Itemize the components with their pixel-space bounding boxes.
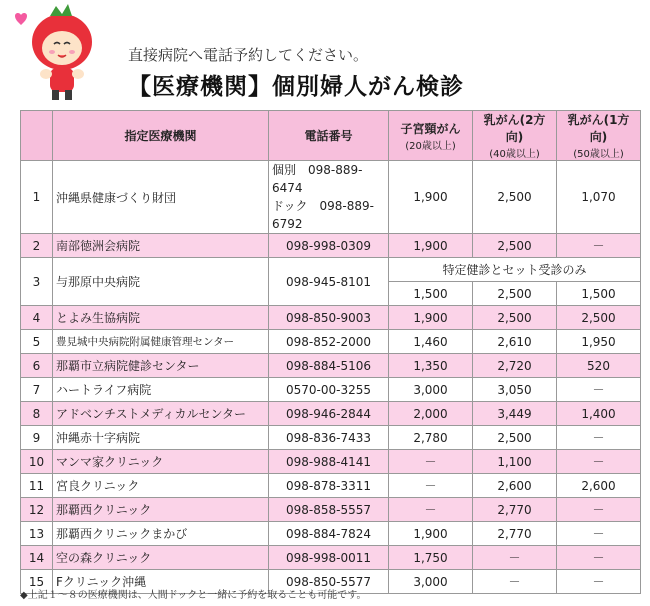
- breast-2dir-price: 2,610: [473, 330, 557, 354]
- cervical-price: 1,460: [389, 330, 473, 354]
- header-breast-1dir: [557, 111, 641, 161]
- phone-number: 098-884-5106: [269, 354, 389, 378]
- header-phone: 電話番号: [269, 111, 389, 161]
- row-number: 7: [21, 378, 53, 402]
- screening-table: [20, 110, 641, 594]
- breast-2dir-price: －: [473, 546, 557, 570]
- institution-name: 那覇西クリニック: [53, 498, 269, 522]
- page-title: 【医療機関】個別婦人がん検診: [128, 74, 464, 100]
- cervical-price: 1,900: [389, 306, 473, 330]
- table-row: [21, 234, 641, 258]
- breast-1dir-price: 1,400: [557, 402, 641, 426]
- header-breast-2dir-label: 乳がん(2方向): [483, 113, 546, 144]
- phone-number: 098-836-7433: [269, 426, 389, 450]
- cervical-price: 1,500: [389, 282, 473, 306]
- cervical-price: 3,000: [389, 570, 473, 594]
- tomato-mascot-illustration: [12, 0, 104, 110]
- heart-icon: [15, 13, 27, 25]
- cervical-price: 1,900: [389, 234, 473, 258]
- breast-1dir-price: 1,500: [557, 282, 641, 306]
- phone-number: 0570-00-3255: [269, 378, 389, 402]
- cervical-price: 1,900: [389, 161, 473, 234]
- institution-name: 那覇西クリニックまかび: [53, 522, 269, 546]
- breast-1dir-price: －: [557, 450, 641, 474]
- institution-name: 空の森クリニック: [53, 546, 269, 570]
- institution-name: ハートライフ病院: [53, 378, 269, 402]
- phone-number: 098-884-7824: [269, 522, 389, 546]
- breast-1dir-price: 520: [557, 354, 641, 378]
- header-cervical-label: 子宮頸がん: [400, 121, 461, 136]
- row-number: 10: [21, 450, 53, 474]
- table-row: [21, 402, 641, 426]
- header-breast-2dir: [473, 111, 557, 161]
- cervical-price: －: [389, 450, 473, 474]
- institution-name: 沖縄県健康づくり財団: [53, 161, 269, 234]
- row-number: 11: [21, 474, 53, 498]
- row-number: 2: [21, 234, 53, 258]
- breast-1dir-price: －: [557, 570, 641, 594]
- row-number: 14: [21, 546, 53, 570]
- table-row: [21, 306, 641, 330]
- header-cervical: [389, 111, 473, 161]
- breast-2dir-price: 2,720: [473, 354, 557, 378]
- table-row: [21, 474, 641, 498]
- header-institution: 指定医療機関: [53, 111, 269, 161]
- phone-number: 098-988-4141: [269, 450, 389, 474]
- phone-number: 098-998-0309: [269, 234, 389, 258]
- breast-2dir-price: 2,500: [473, 161, 557, 234]
- instruction-text: 直接病院へ電話予約してください。: [128, 46, 369, 64]
- header-no: [21, 111, 53, 161]
- institution-name: 与那原中央病院: [53, 258, 269, 306]
- phone-individual: 個別 098-889-6474: [272, 163, 363, 195]
- row-number: 6: [21, 354, 53, 378]
- row-number: 5: [21, 330, 53, 354]
- institution-name: とよみ生協病院: [53, 306, 269, 330]
- phone-number: 098-878-3311: [269, 474, 389, 498]
- phone-number: 098-998-0011: [269, 546, 389, 570]
- header-breast-1dir-label: 乳がん(1方向): [567, 113, 630, 144]
- institution-name: 那覇市立病院健診センター: [53, 354, 269, 378]
- breast-2dir-price: 2,770: [473, 498, 557, 522]
- row-number: 13: [21, 522, 53, 546]
- phone-number: 098-858-5557: [269, 498, 389, 522]
- row-number: 15: [21, 570, 53, 594]
- breast-1dir-price: －: [557, 522, 641, 546]
- cervical-price: －: [389, 498, 473, 522]
- breast-1dir-price: 1,070: [557, 161, 641, 234]
- cervical-price: 3,000: [389, 378, 473, 402]
- institution-name: 南部徳洲会病院: [53, 234, 269, 258]
- cervical-price: 1,750: [389, 546, 473, 570]
- breast-2dir-price: 2,500: [473, 282, 557, 306]
- cervical-price: －: [389, 474, 473, 498]
- breast-2dir-price: －: [473, 570, 557, 594]
- institution-name: 沖縄赤十字病院: [53, 426, 269, 450]
- header-breast-1dir-age: (50歳以上): [573, 149, 624, 160]
- breast-2dir-price: 2,500: [473, 234, 557, 258]
- cervical-price: 2,000: [389, 402, 473, 426]
- table-row: [21, 354, 641, 378]
- table-row: [21, 426, 641, 450]
- institution-name: Fクリニック沖縄: [53, 570, 269, 594]
- institution-name: アドベンチストメディカルセンター: [53, 402, 269, 426]
- header-breast-2dir-age: (40歳以上): [489, 149, 540, 160]
- breast-1dir-price: 1,950: [557, 330, 641, 354]
- phone-number: 098-946-2844: [269, 402, 389, 426]
- table-row: [21, 498, 641, 522]
- breast-1dir-price: 2,600: [557, 474, 641, 498]
- footnote: ◆上記１～８の医療機関は、人間ドックと一緒に予約を取ることも可能です。: [20, 590, 367, 601]
- cervical-price: 1,350: [389, 354, 473, 378]
- table-header-row: [21, 111, 641, 161]
- table-row: [21, 522, 641, 546]
- institution-name: 宮良クリニック: [53, 474, 269, 498]
- breast-1dir-price: －: [557, 426, 641, 450]
- header-cervical-age: (20歳以上): [405, 140, 456, 152]
- phone-dock: ドック 098-889-6792: [272, 199, 374, 231]
- breast-1dir-price: －: [557, 234, 641, 258]
- phone-number: 098-850-5577: [269, 570, 389, 594]
- row-number: 9: [21, 426, 53, 450]
- table-row: [21, 258, 641, 282]
- institution-name: 豊見城中央病院附属健康管理センター: [53, 330, 269, 354]
- phone-number-pair: [269, 161, 389, 234]
- cervical-price: 2,780: [389, 426, 473, 450]
- table-row: [21, 546, 641, 570]
- table-row: [21, 378, 641, 402]
- breast-1dir-price: －: [557, 378, 641, 402]
- cervical-price: 1,900: [389, 522, 473, 546]
- breast-1dir-price: 2,500: [557, 306, 641, 330]
- set-exam-note: 特定健診とセット受診のみ: [389, 258, 641, 282]
- row-number: 3: [21, 258, 53, 306]
- breast-2dir-price: 2,500: [473, 306, 557, 330]
- breast-2dir-price: 2,500: [473, 426, 557, 450]
- phone-number: 098-945-8101: [269, 258, 389, 306]
- table-row: [21, 161, 641, 234]
- row-number: 4: [21, 306, 53, 330]
- row-number: 12: [21, 498, 53, 522]
- breast-1dir-price: －: [557, 498, 641, 522]
- breast-2dir-price: 3,050: [473, 378, 557, 402]
- breast-2dir-price: 3,449: [473, 402, 557, 426]
- institution-name: マンマ家クリニック: [53, 450, 269, 474]
- table-row: [21, 330, 641, 354]
- phone-number: 098-850-9003: [269, 306, 389, 330]
- breast-2dir-price: 1,100: [473, 450, 557, 474]
- breast-1dir-price: －: [557, 546, 641, 570]
- table-row: [21, 450, 641, 474]
- breast-2dir-price: 2,770: [473, 522, 557, 546]
- phone-number: 098-852-2000: [269, 330, 389, 354]
- row-number: 8: [21, 402, 53, 426]
- breast-2dir-price: 2,600: [473, 474, 557, 498]
- row-number: 1: [21, 161, 53, 234]
